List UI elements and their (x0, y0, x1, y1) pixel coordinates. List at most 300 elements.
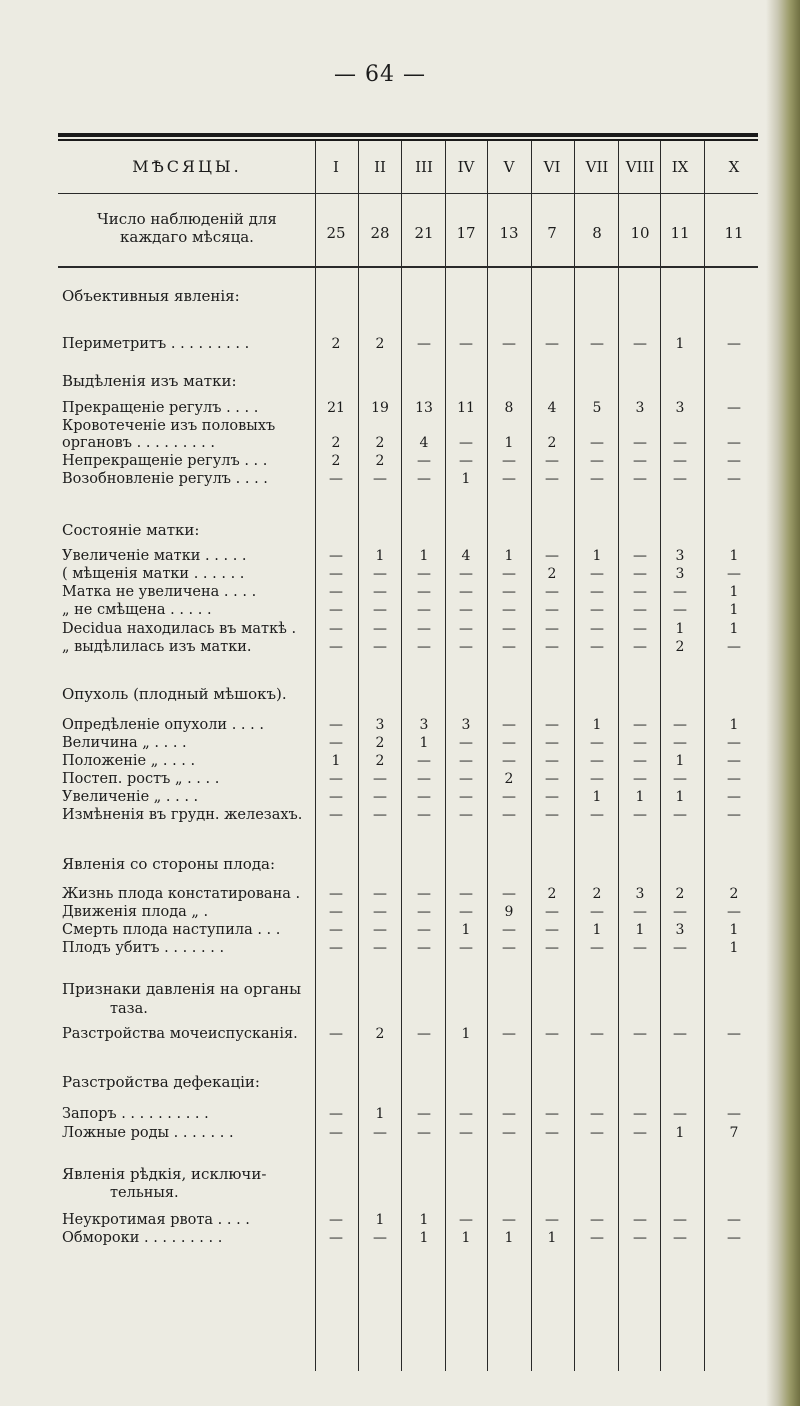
column-header: IV (457, 158, 475, 176)
table-cell: — (329, 940, 343, 956)
table-cell: — (459, 904, 473, 920)
section-heading: таза. (110, 1001, 148, 1017)
row-label: Обмороки . . . . . . . . . (62, 1230, 223, 1246)
table-cell: 2 (375, 735, 385, 751)
table-cell: — (502, 602, 516, 618)
table-cell: — (502, 735, 516, 751)
column-header: III (415, 158, 433, 176)
table-cell: — (502, 1125, 516, 1141)
table-cell: — (417, 1026, 431, 1042)
table-cell: — (502, 584, 516, 600)
table-cell: 1 (635, 789, 645, 805)
table-cell: — (417, 886, 431, 902)
table-cell: 1 (592, 922, 602, 938)
table-cell: — (373, 471, 387, 487)
table-cell: — (459, 639, 473, 655)
row-label: Увеличеніе „ . . . . (62, 789, 199, 805)
table-cell: — (545, 735, 559, 751)
table-cell: — (373, 621, 387, 637)
observation-count: 11 (724, 224, 744, 242)
table-cell: — (727, 807, 741, 823)
table-cell: — (459, 753, 473, 769)
table-cell: 1 (504, 1230, 514, 1246)
table-row (0, 1025, 800, 1043)
table-cell: — (502, 336, 516, 352)
table-row (0, 1211, 800, 1229)
table-cell: — (590, 735, 604, 751)
table-cell: — (590, 1026, 604, 1042)
section-heading-row (0, 855, 800, 873)
table-cell: 3 (675, 922, 685, 938)
table-cell: — (633, 602, 647, 618)
observation-count: 7 (547, 224, 557, 242)
table-row (0, 638, 800, 656)
column-header: IX (671, 158, 689, 176)
row-label: Возобновленіе регулъ . . . . (62, 471, 268, 487)
table-cell: — (590, 336, 604, 352)
table-cell: — (727, 904, 741, 920)
table-cell: — (727, 1212, 741, 1228)
row-label: ( мѣщенія матки . . . . . . (62, 566, 245, 582)
table-cell: — (545, 602, 559, 618)
section-heading-row (0, 1184, 800, 1202)
section-heading-row (0, 1073, 800, 1091)
table-cell: 2 (547, 435, 557, 451)
table-cell: 2 (375, 336, 385, 352)
table-cell: — (673, 771, 687, 787)
table-cell: — (417, 904, 431, 920)
row-label: Запоръ . . . . . . . . . . (62, 1106, 209, 1122)
table-cell: — (590, 639, 604, 655)
table-cell: — (545, 1212, 559, 1228)
table-cell: — (502, 1106, 516, 1122)
table-cell: — (417, 940, 431, 956)
table-cell: 1 (592, 789, 602, 805)
row-label: Непрекращеніе регулъ . . . (62, 453, 268, 469)
table-cell: 2 (375, 435, 385, 451)
table-cell: — (459, 807, 473, 823)
table-row (0, 547, 800, 565)
section-heading-row (0, 685, 800, 703)
table-cell: 5 (592, 400, 602, 416)
section-heading-row (0, 980, 800, 998)
table-cell: — (417, 336, 431, 352)
table-cell: — (459, 735, 473, 751)
table-cell: 1 (375, 548, 385, 564)
table-cell: 3 (675, 548, 685, 564)
section-heading: Явленія рѣдкія, исключи- (62, 1165, 267, 1183)
table-cell: — (459, 566, 473, 582)
table-cell: — (633, 471, 647, 487)
table-cell: — (727, 435, 741, 451)
table-cell: — (502, 886, 516, 902)
column-header: VII (585, 158, 609, 176)
table-row (0, 434, 800, 452)
table-cell: — (329, 922, 343, 938)
table-cell: — (590, 621, 604, 637)
table-cell: 1 (461, 471, 471, 487)
table-cell: — (417, 789, 431, 805)
table-row (0, 335, 800, 353)
table-cell: — (673, 940, 687, 956)
section-heading: Признаки давленія на органы (62, 980, 302, 998)
row-label: Прекращеніе регулъ . . . . (62, 400, 259, 416)
table-cell: — (633, 771, 647, 787)
page-number: — 64 — (334, 62, 426, 87)
row-label: Увеличеніе матки . . . . . (62, 548, 247, 564)
table-cell: 1 (419, 1230, 429, 1246)
table-row (0, 601, 800, 619)
table-cell: 1 (461, 1026, 471, 1042)
table-cell: — (417, 602, 431, 618)
row-label: органовъ . . . . . . . . . (62, 435, 216, 451)
table-cell: 1 (419, 1212, 429, 1228)
table-cell: — (590, 602, 604, 618)
row-label: Движенія плода „ . (62, 904, 209, 920)
table-cell: 2 (331, 336, 341, 352)
table-cell: — (502, 453, 516, 469)
table-row (0, 788, 800, 806)
table-cell: — (459, 1106, 473, 1122)
table-cell: — (633, 904, 647, 920)
table-cell: — (673, 904, 687, 920)
table-cell: — (502, 922, 516, 938)
column-header: II (374, 158, 386, 176)
table-cell: 1 (729, 548, 739, 564)
observation-count: 17 (456, 224, 476, 242)
table-cell: 1 (375, 1106, 385, 1122)
table-cell: 2 (375, 1026, 385, 1042)
table-cell: — (727, 471, 741, 487)
table-cell: 11 (457, 400, 475, 416)
table-cell: — (673, 807, 687, 823)
table-cell: — (502, 471, 516, 487)
table-row (0, 752, 800, 770)
table-cell: — (329, 621, 343, 637)
table-cell: 2 (331, 453, 341, 469)
section-heading-row (0, 372, 800, 390)
table-cell: 1 (729, 584, 739, 600)
table-cell: — (417, 771, 431, 787)
table-cell: 1 (419, 735, 429, 751)
table-cell: — (545, 621, 559, 637)
table-cell: 7 (729, 1125, 739, 1141)
table-cell: — (459, 453, 473, 469)
table-cell: — (673, 602, 687, 618)
table-cell: 1 (504, 435, 514, 451)
table-cell: — (590, 1212, 604, 1228)
table-cell: — (329, 548, 343, 564)
table-cell: — (329, 807, 343, 823)
table-cell: — (633, 807, 647, 823)
table-cell: — (459, 940, 473, 956)
table-cell: 1 (375, 1212, 385, 1228)
table-cell: — (373, 566, 387, 582)
table-cell: — (502, 807, 516, 823)
table-top-rule-thin (58, 139, 758, 141)
table-cell: — (633, 735, 647, 751)
table-cell: — (329, 602, 343, 618)
row-label: Кровотеченіе изъ половыхъ (62, 418, 276, 434)
table-cell: 2 (592, 886, 602, 902)
table-cell: 1 (729, 717, 739, 733)
table-cell: — (633, 1026, 647, 1042)
table-row (0, 903, 800, 921)
table-cell: — (673, 435, 687, 451)
observation-count: 25 (326, 224, 346, 242)
table-cell: — (727, 639, 741, 655)
table-cell: — (373, 584, 387, 600)
table-cell: — (545, 789, 559, 805)
table-cell: — (373, 789, 387, 805)
table-cell: 3 (675, 400, 685, 416)
table-cell: 1 (675, 621, 685, 637)
table-cell: — (633, 621, 647, 637)
table-cell: — (590, 753, 604, 769)
table-cell: — (590, 1106, 604, 1122)
table-cell: — (373, 1125, 387, 1141)
table-cell: — (590, 471, 604, 487)
table-row (0, 417, 800, 435)
row-label: Постеп. ростъ „ . . . . (62, 771, 220, 787)
table-cell: — (459, 1212, 473, 1228)
table-cell: 4 (419, 435, 429, 451)
table-cell: 1 (461, 1230, 471, 1246)
table-cell: — (545, 639, 559, 655)
table-cell: — (590, 904, 604, 920)
table-cell: — (502, 789, 516, 805)
table-cell: 2 (547, 886, 557, 902)
table-cell: 1 (419, 548, 429, 564)
table-cell: 1 (729, 602, 739, 618)
table-cell: 1 (592, 717, 602, 733)
table-cell: — (459, 336, 473, 352)
table-cell: — (590, 566, 604, 582)
table-cell: — (545, 1026, 559, 1042)
table-cell: — (502, 940, 516, 956)
table-cell: — (417, 453, 431, 469)
row-label: Измѣненія въ грудн. железахъ. (62, 807, 303, 823)
table-cell: — (545, 753, 559, 769)
table-cell: — (727, 1230, 741, 1246)
table-cell: — (727, 453, 741, 469)
table-cell: — (590, 940, 604, 956)
table-cell: — (459, 1125, 473, 1141)
observation-count: 8 (592, 224, 602, 242)
table-cell: — (633, 639, 647, 655)
table-cell: 1 (592, 548, 602, 564)
table-cell: — (417, 922, 431, 938)
table-cell: — (673, 1026, 687, 1042)
table-cell: — (590, 584, 604, 600)
table-cell: — (417, 807, 431, 823)
row-label: Величина „ . . . . (62, 735, 187, 751)
table-cell: 3 (375, 717, 385, 733)
table-cell: 1 (729, 621, 739, 637)
table-cell: 13 (415, 400, 433, 416)
row-label: Неукротимая рвота . . . . (62, 1212, 250, 1228)
table-cell: — (727, 753, 741, 769)
table-cell: — (545, 940, 559, 956)
table-cell: 1 (504, 548, 514, 564)
table-cell: 2 (504, 771, 514, 787)
column-header: V (503, 158, 515, 176)
table-cell: — (459, 886, 473, 902)
table-cell: — (673, 717, 687, 733)
table-cell: — (673, 584, 687, 600)
section-heading-row (0, 287, 800, 305)
table-cell: — (673, 471, 687, 487)
observation-count: 13 (499, 224, 519, 242)
table-cell: — (373, 639, 387, 655)
table-cell: — (633, 453, 647, 469)
table-cell: 1 (675, 336, 685, 352)
table-cell: — (329, 1026, 343, 1042)
table-cell: — (633, 940, 647, 956)
table-cell: — (590, 771, 604, 787)
table-cell: — (545, 771, 559, 787)
table-cell: — (633, 336, 647, 352)
header-rule (58, 193, 758, 194)
observation-count: 28 (370, 224, 390, 242)
table-cell: — (502, 1026, 516, 1042)
table-cell: — (417, 639, 431, 655)
table-cell: — (459, 789, 473, 805)
section-heading-row (0, 1000, 800, 1018)
table-cell: — (727, 789, 741, 805)
table-cell: — (459, 435, 473, 451)
section-heading: Разстройства дефекаціи: (62, 1073, 260, 1091)
table-cell: — (673, 735, 687, 751)
table-cell: 19 (371, 400, 389, 416)
row-label: Матка не увеличена . . . . (62, 584, 257, 600)
table-row (0, 770, 800, 788)
table-cell: 3 (419, 717, 429, 733)
section-heading: Явленія со стороны плода: (62, 855, 276, 873)
table-cell: 2 (547, 566, 557, 582)
table-cell: — (373, 886, 387, 902)
table-cell: — (459, 771, 473, 787)
table-cell: — (329, 1230, 343, 1246)
table-cell: — (633, 1125, 647, 1141)
table-cell: — (633, 566, 647, 582)
table-cell: 21 (327, 400, 345, 416)
section-heading-row (0, 521, 800, 539)
table-cell: — (417, 1125, 431, 1141)
table-cell: — (633, 435, 647, 451)
table-cell: — (417, 753, 431, 769)
table-cell: — (545, 471, 559, 487)
table-cell: 9 (504, 904, 514, 920)
table-cell: — (545, 922, 559, 938)
table-row (0, 939, 800, 957)
table-cell: — (373, 771, 387, 787)
table-cell: — (373, 940, 387, 956)
table-cell: — (459, 621, 473, 637)
table-cell: — (329, 1212, 343, 1228)
table-cell: — (502, 753, 516, 769)
table-cell: 3 (675, 566, 685, 582)
table-cell: — (673, 453, 687, 469)
table-cell: — (633, 584, 647, 600)
table-row (0, 716, 800, 734)
column-header: I (333, 158, 339, 176)
table-cell: — (417, 621, 431, 637)
table-cell: 1 (635, 922, 645, 938)
table-cell: — (329, 771, 343, 787)
table-cell: 1 (675, 753, 685, 769)
table-cell: — (417, 566, 431, 582)
table-cell: 1 (547, 1230, 557, 1246)
table-cell: 2 (729, 886, 739, 902)
table-cell: — (727, 735, 741, 751)
table-cell: — (673, 1106, 687, 1122)
table-cell: — (545, 1106, 559, 1122)
table-cell: — (545, 807, 559, 823)
table-cell: — (727, 400, 741, 416)
table-cell: — (417, 1106, 431, 1122)
table-cell: — (373, 807, 387, 823)
table-cell: 3 (461, 717, 471, 733)
table-cell: — (633, 717, 647, 733)
table-cell: — (329, 789, 343, 805)
table-row (0, 399, 800, 417)
table-cell: — (502, 621, 516, 637)
table-cell: — (502, 566, 516, 582)
table-top-rule (58, 133, 758, 137)
table-cell: — (727, 566, 741, 582)
table-cell: — (373, 904, 387, 920)
row-label: Ложные роды . . . . . . . (62, 1125, 234, 1141)
row-label: Разстройства мочеиспусканія. (62, 1026, 298, 1042)
section-heading-row (0, 1165, 800, 1183)
table-cell: 1 (461, 922, 471, 938)
table-cell: 3 (635, 400, 645, 416)
table-cell: 2 (375, 453, 385, 469)
table-cell: — (329, 735, 343, 751)
months-header: МѢСЯЦЫ. (132, 157, 242, 176)
table-cell: — (459, 584, 473, 600)
table-row (0, 565, 800, 583)
column-header: VIII (625, 158, 655, 176)
table-cell: — (502, 639, 516, 655)
table-cell: — (673, 1230, 687, 1246)
table-cell: — (545, 453, 559, 469)
table-cell: — (329, 471, 343, 487)
row-label: Decidua находилась въ маткѣ . (62, 621, 297, 637)
table-cell: — (417, 584, 431, 600)
table-cell: 1 (675, 789, 685, 805)
row-label: Плодъ убитъ . . . . . . . (62, 940, 225, 956)
table-cell: — (633, 1212, 647, 1228)
table-cell: 1 (331, 753, 341, 769)
table-cell: 2 (675, 886, 685, 902)
table-cell: — (329, 566, 343, 582)
section-heading: Объективныя явленія: (62, 287, 240, 305)
table-row (0, 885, 800, 903)
table-cell: 1 (675, 1125, 685, 1141)
section-heading: Состояніе матки: (62, 521, 200, 539)
table-cell: — (502, 1212, 516, 1228)
table-cell: — (727, 771, 741, 787)
table-cell: — (590, 1125, 604, 1141)
observation-count-label: Число наблюденій для каждаго мѣсяца. (97, 210, 277, 246)
table-cell: 1 (729, 922, 739, 938)
section-heading: Опухоль (плодный мѣшокъ). (62, 685, 287, 703)
page-edge (766, 0, 800, 1406)
table-row (0, 583, 800, 601)
table-row (0, 1229, 800, 1247)
